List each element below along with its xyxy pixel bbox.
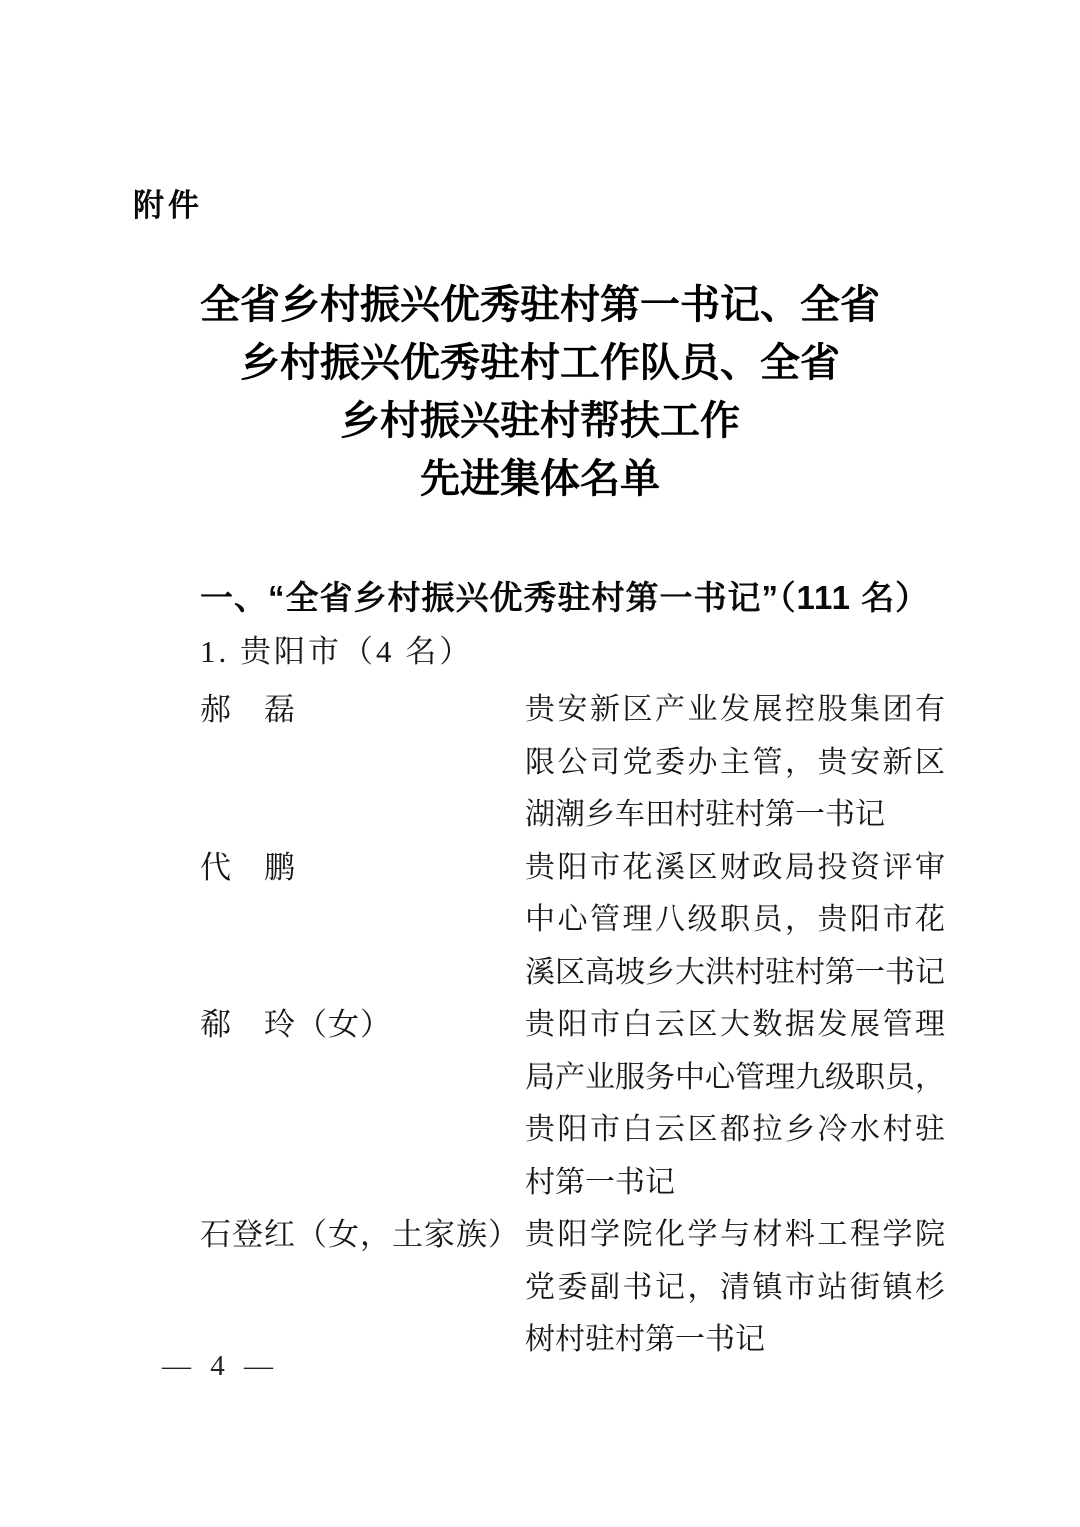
awardee-description [525, 999, 945, 1209]
description-line: 局产业服务中心管理九级职员， [525, 1060, 945, 1094]
description-line: 贵阳市花溪区财政局投资评审 [525, 850, 945, 884]
description-line: 贵阳市白云区都拉乡冷水村驻 [525, 1113, 945, 1146]
description-line: 树村驻村第一书记 [525, 1323, 765, 1356]
awardee-description [525, 1209, 945, 1367]
description-line: 贵阳市白云区大数据发展管理 [525, 1008, 945, 1041]
document-title-line-4: 先进集体名单 [420, 456, 660, 501]
description-line: 贵阳学院化学与材料工程学院 [525, 1218, 945, 1251]
description-line: 村第一书记 [525, 1165, 675, 1199]
document-title [0, 276, 1080, 508]
description-line: 湖潮乡车田村驻村第一书记 [525, 798, 885, 831]
description-line: 溪区高坡乡大洪村驻村第一书记 [525, 955, 945, 989]
document-title-line-2: 乡村振兴优秀驻村工作队员、全省 [240, 340, 840, 385]
awardee-list [200, 684, 945, 1367]
description-line: 党委副书记，清镇市站街镇杉 [525, 1270, 945, 1304]
description-line: 限公司党委办主管，贵安新区 [525, 745, 945, 779]
subsection-heading-guiyang: 1. 贵阳市（4 名） [200, 634, 474, 669]
list-item [200, 684, 945, 842]
awardee-name: 郝 磊 [200, 692, 296, 727]
document-title-line-3: 乡村振兴驻村帮扶工作 [340, 398, 740, 443]
attachment-label: 附件 [133, 188, 203, 223]
list-item [200, 842, 945, 1000]
awardee-name: 石登红（女，土家族） [200, 1217, 520, 1252]
awardee-name: 郗 玲（女） [200, 1007, 392, 1042]
list-item [200, 1209, 945, 1367]
awardee-description [525, 842, 945, 1000]
description-line: 贵安新区产业发展控股集团有 [525, 693, 945, 726]
awardee-name: 代 鹏 [200, 849, 296, 885]
list-item [200, 999, 945, 1209]
page-number: — 4 — [162, 1350, 279, 1382]
description-line: 中心管理八级职员，贵阳市花 [525, 903, 945, 936]
section-heading: 一、“全省乡村振兴优秀驻村第一书记”（111 名） [200, 579, 930, 616]
awardee-description [525, 684, 945, 842]
document-title-line-1: 全省乡村振兴优秀驻村第一书记、全省 [200, 282, 880, 327]
